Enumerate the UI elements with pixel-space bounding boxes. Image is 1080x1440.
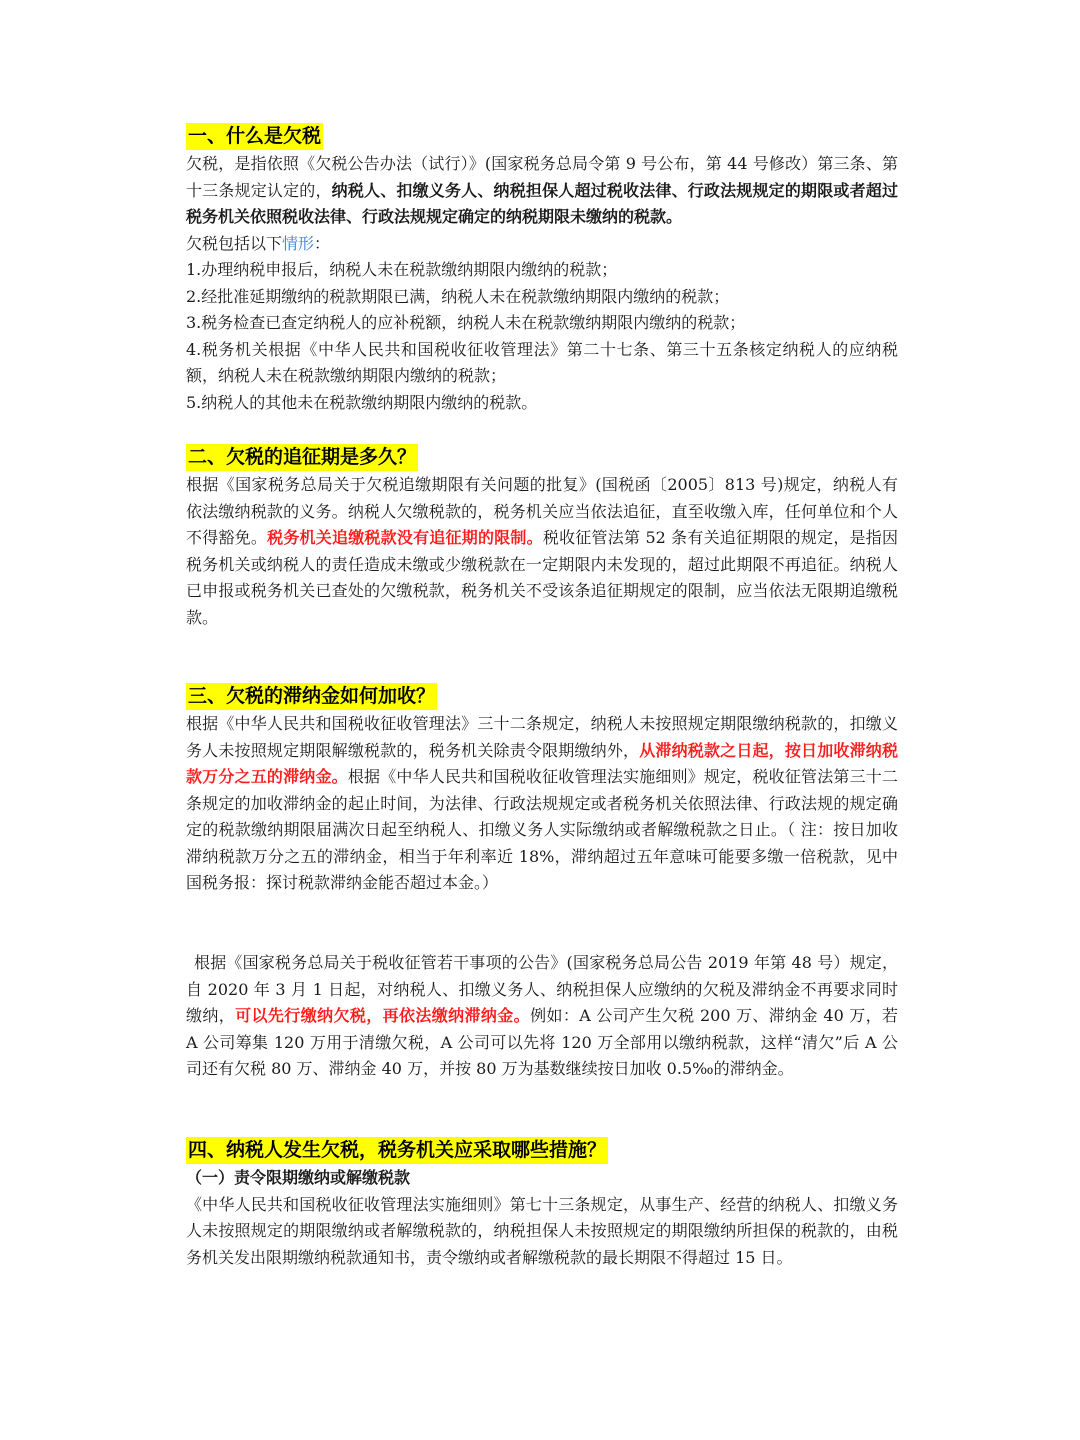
- section-4-body: 《中华人民共和国税收征收管理法实施细则》第七十三条规定，从事生产、经营的纳税人、扣缴义务人未按照规定的期限缴纳或者解缴税款的，纳税担保人未按照规定的期限缴纳所担保的税款的，由税务机关发出限期缴纳税款通知书，责令缴纳或者解缴税款的最长期限不得超过 15 日。: [186, 1194, 898, 1267]
- section-measures: [186, 1137, 898, 1271]
- section-what-is-tax-arrears: [186, 123, 898, 416]
- list-item: 1.办理纳税申报后，纳税人未在税款缴纳期限内缴纳的税款；: [186, 260, 618, 279]
- section-2-text-a: 根据《国家税务总局关于欠税追缴期限有关问题的批复》(国税函〔2005〕813 号)规定，纳税人有依法缴纳税款的义务。纳税人欠缴税款的，税务机关应当依法追征，直至收缴入库，任何单位和个人不得豁免。: [186, 475, 898, 547]
- section-3-p2-text-a: 根据《国家税务总局关于税收征管若干事项的公告》(国家税务总局公告 2019 年第 48 号）规定，自 2020 年 3 月 1 日起，对纳税人、扣缴义务人、纳税担保人应缴纳的欠税及滞纳金不再要求同时缴纳，: [186, 953, 898, 1025]
- section-2-highlight: 税务机关追缴税款没有追征期的限制。: [267, 528, 543, 547]
- section-3-heading: 三、欠税的滞纳金如何加收？: [186, 683, 437, 710]
- section-late-fee: [186, 683, 898, 897]
- section-2-heading: 二、欠税的追征期是多久？: [186, 444, 418, 471]
- section-3-body-2: [186, 950, 898, 1083]
- definition-text: 欠税，是指依照《欠税公告办法（试行）》(国家税务总局令第 9 号公布，第 44 号修改）第三条、第十三条规定认定的，: [186, 154, 898, 200]
- list-item: 5.纳税人的其他未在税款缴纳期限内缴纳的税款。: [186, 392, 538, 412]
- list-item: 4.税务机关根据《中华人民共和国税收征收管理法》第二十七条、第三十五条核定纳税人的应纳税额，纳税人未在税款缴纳期限内缴纳的税款；: [186, 339, 898, 385]
- intro-text: 欠税包括以下: [186, 233, 283, 253]
- section-1-definition: [186, 151, 898, 231]
- section-2-body: [186, 472, 898, 631]
- section-3-paragraph-2: [186, 950, 898, 1083]
- list-item: 2.经批准延期缴纳的税款期限已满，纳税人未在税款缴纳期限内缴纳的税款；: [186, 286, 730, 306]
- section-3-body: [186, 711, 898, 897]
- section-4-subheading: （一）责令限期缴纳或解缴税款: [186, 1168, 411, 1187]
- section-recovery-period: [186, 444, 898, 631]
- section-3-p2-text-b: 例如：A 公司产生欠税 200 万、滞纳金 40 万，若 A 公司筹集 120 万用于清缴欠税，A 公司可以先将 120 万全部用以缴纳税款，这样“清欠”后 A 公司还有欠税 80 万、滞纳金 40 万，并按 80 万为基数继续按日加收 0.5‰的滞纳金。: [186, 1006, 898, 1078]
- section-3-p2-highlight: 可以先行缴纳欠税，再依法缴纳滞纳金。: [235, 1006, 531, 1025]
- definition-bold-text: 纳税人、扣缴义务人、纳税担保人超过税收法律、行政法规规定的期限或者超过税务机关依照税收法律、行政法规规定确定的纳税期限未缴纳的税款。: [186, 180, 898, 226]
- list-item: 3.税务检查已查定纳税人的应补税额，纳税人未在税款缴纳期限内缴纳的税款；: [186, 313, 746, 332]
- intro-colon: ：: [314, 233, 331, 253]
- section-2-text-b: 税收征管法第 52 条有关追征期限的规定，是指因税务机关或纳税人的责任造成未缴或少缴税款在一定期限内未发现的，超过此期限不再追征。纳税人已申报或税务机关已查处的欠缴税款，税务机关不受该条追征期规定的限制，应当依法无限期追缴税款。: [186, 528, 898, 627]
- section-1-heading: 一、什么是欠税: [186, 123, 323, 150]
- section-1-intro: [186, 231, 898, 258]
- situations-link[interactable]: 情形: [282, 233, 315, 253]
- section-3-highlight: 从滞纳税款之日起，按日加收滞纳税款万分之五的滞纳金。: [186, 740, 898, 786]
- section-3-text-a: 根据《中华人民共和国税收征收管理法》三十二条规定，纳税人未按照规定期限缴纳税款的，扣缴义务人未按照规定期限解缴税款的，税务机关除责令限期缴纳外，: [186, 714, 898, 760]
- section-4-heading: 四、纳税人发生欠税，税务机关应采取哪些措施？: [186, 1137, 608, 1164]
- section-3-text-b: 根据《中华人民共和国税收征收管理法实施细则》规定，税收征管法第三十二条规定的加收滞纳金的起止时间，为法律、行政法规规定或者税务机关依照法律、行政法规的规定确定的税款缴纳期限届满次日起至纳税人、扣缴义务人实际缴纳或者解缴税款之日止。（ 注：按日加收滞纳税款万分之五的滞纳金，相当于年利率近 18%，滞纳超过五年意味可能要多缴一倍税款，见中国税务报：探讨税款滞纳金能否超过本金。）: [186, 767, 898, 892]
